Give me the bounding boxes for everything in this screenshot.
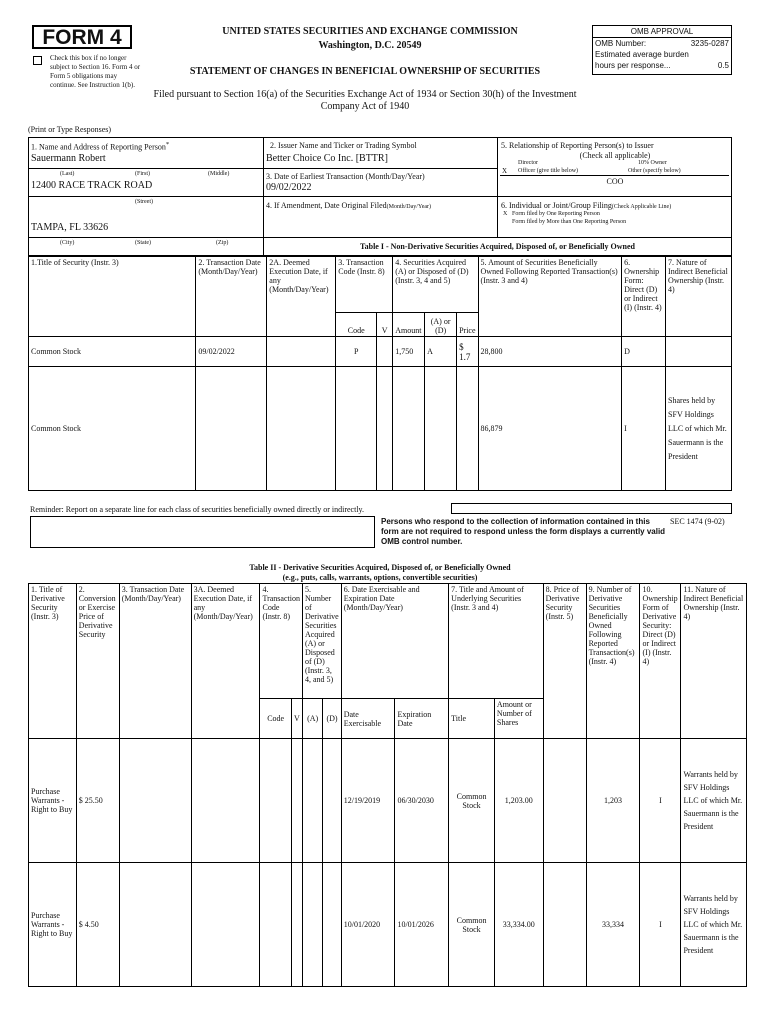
statement-title: STATEMENT OF CHANGES IN BENEFICIAL OWNERSHIP OF SECURITIES bbox=[189, 66, 541, 77]
t2-r1-utitle: Common Stock bbox=[449, 863, 495, 987]
t2-h-owned: 9. Number of Derivative Securities Beneficially Owned Following Reported Transaction(s) (Instr. 4) bbox=[586, 584, 640, 739]
t2-h-price: 8. Price of Derivative Security (Instr. 5) bbox=[543, 584, 586, 739]
box6-mark[interactable]: X bbox=[503, 211, 508, 217]
t1-r0-nature bbox=[666, 337, 732, 367]
director-option[interactable]: Director bbox=[518, 160, 538, 166]
t2-r1-d bbox=[323, 863, 341, 987]
t2-h-v: V bbox=[291, 699, 302, 739]
t1-r0-form: D bbox=[622, 337, 666, 367]
omb-burden-label: Estimated average burden bbox=[595, 50, 689, 59]
omb-box bbox=[592, 25, 732, 75]
t2-h-number: 5. Number of Derivative Securities Acquired (A) or Disposed of (D) (Instr. 3, 4, and 5) bbox=[302, 584, 341, 699]
box6-option-one[interactable]: Form filed by One Reporting Person bbox=[512, 211, 600, 217]
t2-r0-dprice bbox=[543, 739, 586, 863]
earliest-date: 09/02/2022 bbox=[266, 182, 312, 193]
t2-r1-price: $ 4.50 bbox=[76, 863, 119, 987]
t2-r1-code bbox=[260, 863, 291, 987]
t1-h-amount: Amount bbox=[393, 313, 425, 337]
persons-notice: Persons who respond to the collection of information contained in this form are not required to respond unless the form displays a currently valid OMB control number. bbox=[381, 517, 666, 546]
t2-r0-exercisable: 12/19/2019 bbox=[341, 739, 395, 863]
table1 bbox=[28, 256, 732, 491]
table-row bbox=[29, 337, 732, 367]
t1-r0-aord: A bbox=[425, 337, 457, 367]
t1-h-owned: 5. Amount of Securities Beneficially Owned Following Reported Transaction(s) (Instr. 3 and 4) bbox=[478, 257, 622, 337]
t1-r0-title: Common Stock bbox=[29, 337, 196, 367]
t1-r0-owned: 28,800 bbox=[478, 337, 622, 367]
checkbox-text: Check this box if no longer subject to Section 16. Form 4 or Form 5 obligations may continue. See Instruction 1(b). bbox=[50, 54, 141, 89]
table-row bbox=[29, 739, 747, 863]
t2-r0-form: I bbox=[640, 739, 681, 863]
table-row bbox=[29, 863, 747, 987]
print-type: (Print or Type Responses) bbox=[28, 125, 112, 134]
table1-title: Table I - Non-Derivative Securities Acquired, Disposed of, or Beneficially Owned bbox=[360, 242, 635, 251]
box1-label: 1. Name and Address of Reporting Person* bbox=[31, 141, 170, 152]
agency-title: UNITED STATES SECURITIES AND EXCHANGE COMMISSION bbox=[222, 26, 518, 37]
t2-r1-dprice bbox=[543, 863, 586, 987]
t2-r0-d bbox=[323, 739, 341, 863]
t2-h-exercisable: Date Exercisable bbox=[341, 699, 395, 739]
t2-r0-a bbox=[302, 739, 322, 863]
t2-r0-date bbox=[119, 739, 191, 863]
t2-r0-uamount: 1,203.00 bbox=[494, 739, 543, 863]
t1-h-price: Price bbox=[457, 313, 478, 337]
t1-r1-nature: Shares held by SFV Holdings LLC of which Mr. Sauermann is the President bbox=[666, 367, 732, 491]
omb-hours: 0.5 bbox=[717, 61, 729, 70]
t2-h-d: (D) bbox=[323, 699, 341, 739]
ten-pct-option[interactable]: 10% Owner bbox=[638, 160, 667, 166]
t2-r0-title: Purchase Warrants - Right to Buy bbox=[29, 739, 77, 863]
reporting-name: Sauermann Robert bbox=[31, 153, 106, 164]
t2-r1-a bbox=[302, 863, 322, 987]
city-value: TAMPA, FL 33626 bbox=[31, 222, 109, 233]
box4-label: 4. If Amendment, Date Original Filed(Month/Day/Year) bbox=[266, 201, 432, 210]
label-city: (City) bbox=[60, 240, 75, 246]
t1-h-v: V bbox=[377, 313, 393, 337]
t2-h-a: (A) bbox=[302, 699, 322, 739]
table2-subtitle: (e.g., puts, calls, warrants, options, convertible securities) bbox=[282, 573, 478, 582]
t2-r1-v bbox=[291, 863, 302, 987]
t2-r0-price: $ 25.50 bbox=[76, 739, 119, 863]
t1-r1-form: I bbox=[622, 367, 666, 491]
table2-title: Table II - Derivative Securities Acquired, Disposed of, or Beneficially Owned bbox=[249, 563, 511, 572]
box6-label: 6. Individual or Joint/Group Filing(Check Applicable Line) bbox=[501, 201, 672, 210]
t2-r0-expiration: 06/30/2030 bbox=[395, 739, 449, 863]
t2-r1-nature: Warrants held by SFV Holdings LLC of which Mr. Sauermann is the President bbox=[681, 863, 747, 987]
t1-r1-deemed bbox=[267, 367, 336, 491]
t1-r1-date bbox=[196, 367, 267, 491]
t1-h-code: 3. Transaction Code (Instr. 8) bbox=[336, 257, 393, 313]
reminder-text: Reminder: Report on a separate line for each class of securities beneficially owned directly or indirectly. bbox=[30, 505, 365, 514]
label-middle: (Middle) bbox=[208, 171, 230, 177]
officer-option[interactable]: Officer (give title below) bbox=[518, 168, 579, 174]
t1-h-date: 2. Transaction Date (Month/Day/Year) bbox=[196, 257, 267, 337]
t1-r1-title: Common Stock bbox=[29, 367, 196, 491]
t2-r0-utitle: Common Stock bbox=[449, 739, 495, 863]
filed-pursuant: Filed pursuant to Section 16(a) of the Securities Exchange Act of 1934 or Section 30(h) of the Investment Company Act of 1940 bbox=[153, 89, 577, 112]
t2-h-date: 3. Transaction Date (Month/Day/Year) bbox=[119, 584, 191, 739]
t1-h-securities: 4. Securities Acquired (A) or Disposed of (D) (Instr. 3, 4 and 5) bbox=[393, 257, 478, 313]
sec-code: SEC 1474 (9-02) bbox=[670, 517, 725, 526]
t2-r1-form: I bbox=[640, 863, 681, 987]
t1-r1-price bbox=[457, 367, 478, 491]
reminder-box-right bbox=[451, 503, 732, 514]
t2-h-utitle: Title bbox=[449, 699, 495, 739]
t2-h-conversion: 2. Conversion or Exercise Price of Derivative Security bbox=[76, 584, 119, 739]
label-last: (Last) bbox=[60, 171, 75, 177]
t2-r1-title: Purchase Warrants - Right to Buy bbox=[29, 863, 77, 987]
t1-h-form: 6. Ownership Form: Direct (D) or Indirect (I) (Instr. 4) bbox=[622, 257, 666, 337]
label-first: (First) bbox=[135, 171, 150, 177]
t1-r1-amount bbox=[393, 367, 425, 491]
t2-h-form: 10. Ownership Form of Derivative Security: Direct (D) or Indirect (I) (Instr. 4) bbox=[640, 584, 681, 739]
t1-r0-deemed bbox=[267, 337, 336, 367]
t1-r0-price: $ 1.7 bbox=[457, 337, 478, 367]
t2-h-dates: 6. Date Exercisable and Expiration Date (Month/Day/Year) bbox=[341, 584, 448, 699]
t2-h-deemed: 3A. Deemed Execution Date, if any (Month/Day/Year) bbox=[191, 584, 260, 739]
t2-r1-exercisable: 10/01/2020 bbox=[341, 863, 395, 987]
t2-r1-expiration: 10/01/2026 bbox=[395, 863, 449, 987]
t1-r0-amount: 1,750 bbox=[393, 337, 425, 367]
t1-r0-date: 09/02/2022 bbox=[196, 337, 267, 367]
box5-label: 5. Relationship of Reporting Person(s) to Issuer bbox=[501, 141, 654, 150]
t1-h-nature: 7. Nature of Indirect Beneficial Ownership (Instr. 4) bbox=[666, 257, 732, 337]
box3-label: 3. Date of Earliest Transaction (Month/Day/Year) bbox=[266, 172, 425, 181]
box6-option-many[interactable]: Form filed by More than One Reporting Person bbox=[512, 219, 627, 225]
t2-r0-code bbox=[260, 739, 291, 863]
table2 bbox=[28, 583, 747, 987]
omb-title: OMB APPROVAL bbox=[593, 26, 731, 38]
t1-h-aord: (A) or (D) bbox=[425, 313, 457, 337]
box2-label: 2. Issuer Name and Ticker or Trading Symbol bbox=[270, 141, 417, 150]
t2-h-underlying: 7. Title and Amount of Underlying Securities (Instr. 3 and 4) bbox=[449, 584, 543, 699]
officer-mark[interactable]: X bbox=[502, 167, 508, 175]
t1-r1-aord bbox=[425, 367, 457, 491]
t1-h-title: 1.Title of Security (Instr. 3) bbox=[29, 257, 196, 337]
t2-h-uamount: Amount or Number of Shares bbox=[494, 699, 543, 739]
t2-r0-v bbox=[291, 739, 302, 863]
officer-title: COO bbox=[606, 177, 624, 186]
t2-h-nature: 11. Nature of Indirect Beneficial Ownership (Instr. 4) bbox=[681, 584, 747, 739]
label-zip: (Zip) bbox=[216, 240, 229, 246]
t2-h-expiration: Expiration Date bbox=[395, 699, 449, 739]
street-value: 12400 RACE TRACK ROAD bbox=[31, 180, 153, 191]
box4-sub: (Month/Day/Year) bbox=[386, 204, 432, 210]
table-row bbox=[29, 367, 732, 491]
omb-number-label: OMB Number: bbox=[595, 39, 647, 48]
other-option[interactable]: Other (specify below) bbox=[628, 168, 681, 174]
t1-h-deemed: 2A. Deemed Execution Date, if any (Month/Day/Year) bbox=[267, 257, 336, 337]
no-longer-checkbox[interactable] bbox=[33, 56, 42, 65]
t1-r0-code: P bbox=[336, 337, 377, 367]
t2-r1-uamount: 33,334.00 bbox=[494, 863, 543, 987]
t1-h-code-sub: Code bbox=[336, 313, 377, 337]
agency-city: Washington, D.C. 20549 bbox=[318, 40, 422, 51]
t2-r0-deemed bbox=[191, 739, 260, 863]
t2-r1-deemed bbox=[191, 863, 260, 987]
t2-h-title: 1. Title of Derivative Security (Instr. 3) bbox=[29, 584, 77, 739]
label-street: (Street) bbox=[135, 199, 153, 205]
t2-h-code-sub: Code bbox=[260, 699, 291, 739]
t2-h-code: 4. Transaction Code (Instr. 8) bbox=[260, 584, 302, 699]
omb-hours-label: hours per response... bbox=[595, 61, 671, 70]
label-state: (State) bbox=[135, 240, 151, 246]
reminder-box-left bbox=[30, 516, 375, 548]
t2-r0-nature: Warrants held by SFV Holdings LLC of which Mr. Sauermann is the President bbox=[681, 739, 747, 863]
t1-r0-v bbox=[377, 337, 393, 367]
form-title: FORM 4 bbox=[32, 25, 132, 49]
t2-r0-owned: 1,203 bbox=[586, 739, 640, 863]
issuer-name: Better Choice Co Inc. [BTTR] bbox=[266, 153, 388, 164]
box5-sub: (Check all applicable) bbox=[579, 151, 651, 160]
box6-sub: (Check Applicable Line) bbox=[611, 204, 672, 210]
t1-r1-owned: 86,879 bbox=[478, 367, 622, 491]
omb-number: 3235-0287 bbox=[690, 39, 729, 48]
t1-r1-v bbox=[377, 367, 393, 491]
t2-r1-date bbox=[119, 863, 191, 987]
t2-r1-owned: 33,334 bbox=[586, 863, 640, 987]
t1-r1-code bbox=[336, 367, 377, 491]
